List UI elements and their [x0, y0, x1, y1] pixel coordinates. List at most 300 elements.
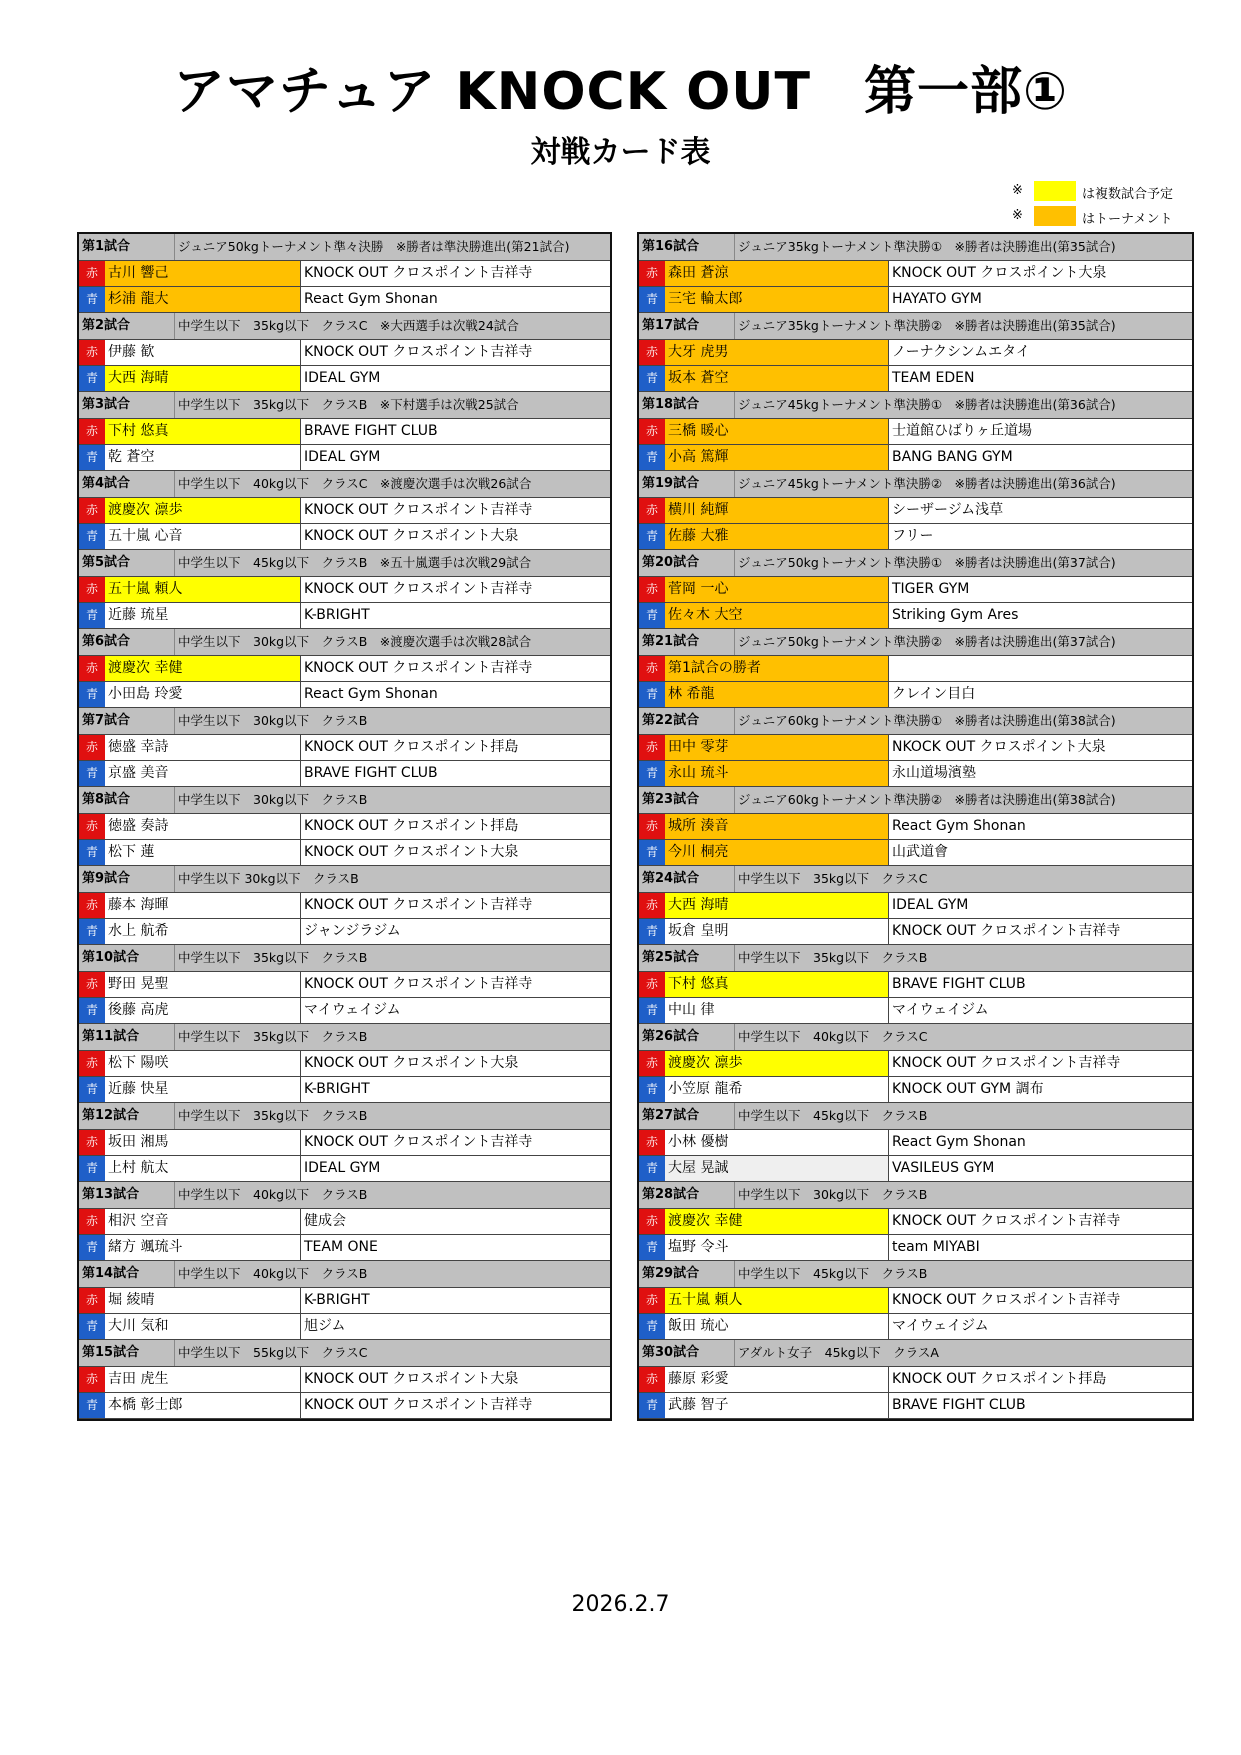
red-corner-label: 赤 [639, 1288, 665, 1313]
red-corner-row [79, 498, 610, 524]
red-corner-label: 赤 [79, 735, 105, 760]
match-block [639, 471, 1192, 550]
blue-corner-row [639, 1235, 1192, 1261]
match-header [639, 708, 1192, 735]
red-corner-label: 赤 [79, 577, 105, 602]
match-description: 中学生以下 40kg以下 クラスB [174, 1182, 367, 1208]
match-description: ジュニア50kgトーナメント準々決勝 ※勝者は準決勝進出(第21試合) [174, 234, 569, 260]
match-header [79, 471, 610, 498]
red-corner-label: 赤 [79, 1288, 105, 1313]
fighter-gym: BRAVE FIGHT CLUB [892, 1397, 1026, 1413]
red-corner-label: 赤 [79, 1130, 105, 1155]
match-description: アダルト女子 45kg以下 クラスA [734, 1340, 939, 1366]
fighter-gym: BRAVE FIGHT CLUB [892, 976, 1026, 992]
fighter-gym: K-BRIGHT [304, 1292, 370, 1308]
legend-mark: ※ [1012, 208, 1023, 223]
fighter-name: 大牙 虎男 [665, 340, 889, 365]
match-number: 第26試合 [642, 1029, 700, 1044]
blue-corner-label: 青 [639, 1156, 665, 1181]
red-corner-row [79, 261, 610, 287]
red-corner-row [79, 1130, 610, 1156]
match-number: 第19試合 [642, 476, 700, 491]
match-number: 第29試合 [642, 1266, 700, 1281]
match-description: 中学生以下 30kg以下 クラスB ※渡慶次選手は次戦28試合 [174, 629, 531, 655]
blue-corner-label: 青 [639, 682, 665, 707]
match-block [639, 1261, 1192, 1340]
blue-corner-label: 青 [639, 1077, 665, 1102]
match-description: 中学生以下 30kg以下 クラスB [174, 708, 367, 734]
match-block [79, 1261, 610, 1340]
match-description: 中学生以下 40kg以下 クラスC [734, 1024, 927, 1050]
blue-corner-row [79, 919, 610, 945]
fighter-name: 大川 気和 [105, 1314, 301, 1339]
match-header [79, 234, 610, 261]
match-description: ジュニア60kgトーナメント準決勝① ※勝者は決勝進出(第38試合) [734, 708, 1116, 734]
match-number: 第30試合 [642, 1345, 700, 1360]
match-description: 中学生以下 35kg以下 クラスB [174, 1024, 367, 1050]
fighter-gym: KNOCK OUT クロスポイント吉祥寺 [304, 660, 533, 676]
match-block [639, 234, 1192, 313]
fighter-gym: KNOCK OUT クロスポイント拝島 [304, 739, 519, 755]
fighter-name: 下村 悠真 [665, 972, 889, 997]
fighter-name: 吉田 虎生 [105, 1367, 301, 1392]
fighter-name: 小笠原 龍希 [665, 1077, 889, 1102]
match-description: 中学生以下 30kg以下 クラスB [734, 1182, 927, 1208]
blue-corner-row [639, 682, 1192, 708]
fighter-name: 渡慶次 凛歩 [105, 498, 301, 523]
match-description: 中学生以下 35kg以下 クラスC ※大西選手は次戦24試合 [174, 313, 519, 339]
fighter-name: 本橋 彰士郎 [105, 1393, 301, 1418]
match-number: 第2試合 [82, 318, 131, 333]
match-block [639, 708, 1192, 787]
page-subtitle: 対戦カード表 [530, 135, 711, 170]
match-block [79, 313, 610, 392]
match-number: 第24試合 [642, 871, 700, 886]
red-corner-row [79, 419, 610, 445]
red-corner-row [639, 1367, 1192, 1393]
match-header [79, 866, 610, 893]
blue-corner-row [79, 524, 610, 550]
match-number: 第9試合 [82, 871, 131, 886]
fighter-name: 野田 晃聖 [105, 972, 301, 997]
match-description: 中学生以下 30kg以下 クラスB [174, 866, 359, 892]
blue-corner-label: 青 [639, 1393, 665, 1418]
match-block [639, 866, 1192, 945]
fighter-name: 大西 海晴 [105, 366, 301, 391]
fighter-gym: KNOCK OUT クロスポイント拝島 [304, 818, 519, 834]
blue-corner-row [639, 998, 1192, 1024]
red-corner-row [79, 656, 610, 682]
red-corner-label: 赤 [639, 814, 665, 839]
blue-corner-row [79, 840, 610, 866]
fighter-name: 近藤 琉星 [105, 603, 301, 628]
fighter-name: 松下 陽咲 [105, 1051, 301, 1076]
fighter-gym: クレイン目白 [892, 686, 976, 702]
blue-corner-row [79, 1077, 610, 1103]
blue-corner-row [639, 445, 1192, 471]
fighter-gym: IDEAL GYM [304, 449, 381, 465]
match-block [79, 234, 610, 313]
match-description: 中学生以下 30kg以下 クラスB [174, 787, 367, 813]
legend-text: は複数試合予定 [1082, 187, 1174, 202]
match-block [79, 945, 610, 1024]
fighter-gym: マイウェイジム [892, 1002, 989, 1018]
match-header [639, 471, 1192, 498]
match-number: 第16試合 [642, 239, 700, 254]
fighter-gym: BRAVE FIGHT CLUB [304, 423, 438, 439]
fighter-gym: IDEAL GYM [304, 1160, 381, 1176]
legend-mark: ※ [1012, 183, 1023, 198]
fighter-gym: KNOCK OUT クロスポイント吉祥寺 [304, 976, 533, 992]
fighter-name: 下村 悠真 [105, 419, 301, 444]
red-corner-label: 赤 [79, 498, 105, 523]
fighter-gym: React Gym Shonan [892, 1134, 1026, 1150]
blue-corner-row [79, 998, 610, 1024]
fighter-gym: KNOCK OUT クロスポイント吉祥寺 [304, 581, 533, 597]
match-description: ジュニア50kgトーナメント準決勝② ※勝者は決勝進出(第37試合) [734, 629, 1116, 655]
fighter-name: 坂倉 皇明 [665, 919, 889, 944]
match-description: 中学生以下 40kg以下 クラスC ※渡慶次選手は次戦26試合 [174, 471, 531, 497]
red-corner-row [639, 1051, 1192, 1077]
match-description: ジュニア35kgトーナメント準決勝① ※勝者は決勝進出(第35試合) [734, 234, 1116, 260]
fighter-name: 相沢 空音 [105, 1209, 301, 1234]
blue-corner-label: 青 [79, 1235, 105, 1260]
match-block [639, 1340, 1192, 1419]
blue-corner-row [639, 1314, 1192, 1340]
blue-corner-row [639, 840, 1192, 866]
red-corner-row [639, 577, 1192, 603]
red-corner-row [79, 1367, 610, 1393]
fighter-gym: team MIYABI [892, 1239, 980, 1255]
fighter-gym: KNOCK OUT クロスポイント大泉 [304, 528, 519, 544]
match-block [79, 471, 610, 550]
fighter-gym: 旭ジム [304, 1318, 346, 1334]
match-header [79, 550, 610, 577]
red-corner-row [79, 577, 610, 603]
blue-corner-label: 青 [79, 1077, 105, 1102]
blue-corner-label: 青 [639, 524, 665, 549]
match-header [79, 629, 610, 656]
match-description: ジュニア45kgトーナメント準決勝② ※勝者は決勝進出(第36試合) [734, 471, 1116, 497]
fighter-name: 上村 航太 [105, 1156, 301, 1181]
fighter-name: 五十嵐 心音 [105, 524, 301, 549]
fighter-name: 徳盛 奏詩 [105, 814, 301, 839]
blue-corner-label: 青 [79, 1393, 105, 1418]
match-description: ジュニア35kgトーナメント準決勝② ※勝者は決勝進出(第35試合) [734, 313, 1116, 339]
match-number: 第15試合 [82, 1345, 140, 1360]
fighter-name: 杉浦 龍大 [105, 287, 301, 312]
blue-corner-label: 青 [79, 524, 105, 549]
fighter-name: 京盛 美音 [105, 761, 301, 786]
fighter-gym: BRAVE FIGHT CLUB [304, 765, 438, 781]
red-corner-label: 赤 [639, 577, 665, 602]
match-block [639, 1024, 1192, 1103]
red-corner-label: 赤 [639, 419, 665, 444]
fighter-gym: React Gym Shonan [892, 818, 1026, 834]
match-header [639, 313, 1192, 340]
blue-corner-row [639, 603, 1192, 629]
match-description: 中学生以下 35kg以下 クラスB [734, 945, 927, 971]
red-corner-row [639, 1130, 1192, 1156]
fighter-gym: ノーナクシンムエタイ [892, 344, 1030, 360]
match-description: 中学生以下 45kg以下 クラスB [734, 1261, 927, 1287]
fighter-gym: VASILEUS GYM [892, 1160, 995, 1176]
match-table-right [637, 232, 1194, 1421]
match-number: 第18試合 [642, 397, 700, 412]
match-table-left [77, 232, 612, 1421]
fighter-gym: 山武道會 [892, 844, 948, 860]
fighter-name: 林 希龍 [665, 682, 889, 707]
match-number: 第25試合 [642, 950, 700, 965]
fighter-name: 大西 海晴 [665, 893, 889, 918]
match-header [79, 392, 610, 419]
match-block [639, 1103, 1192, 1182]
fighter-gym: IDEAL GYM [892, 897, 969, 913]
match-number: 第17試合 [642, 318, 700, 333]
blue-corner-label: 青 [639, 603, 665, 628]
red-corner-row [639, 1209, 1192, 1235]
match-description: 中学生以下 40kg以下 クラスB [174, 1261, 367, 1287]
blue-corner-label: 青 [639, 287, 665, 312]
red-corner-label: 赤 [639, 656, 665, 681]
match-number: 第13試合 [82, 1187, 140, 1202]
red-corner-row [79, 735, 610, 761]
red-corner-row [79, 1051, 610, 1077]
fighter-name: 佐藤 大雅 [665, 524, 889, 549]
match-description: ジュニア45kgトーナメント準決勝① ※勝者は決勝進出(第36試合) [734, 392, 1116, 418]
fighter-name: 伊藤 歓 [105, 340, 301, 365]
fighter-gym: KNOCK OUT GYM 調布 [892, 1081, 1044, 1097]
blue-corner-label: 青 [639, 445, 665, 470]
match-number: 第23試合 [642, 792, 700, 807]
red-corner-row [639, 972, 1192, 998]
fighter-gym: KNOCK OUT クロスポイント吉祥寺 [892, 1055, 1121, 1071]
match-number: 第20試合 [642, 555, 700, 570]
blue-corner-row [79, 682, 610, 708]
match-header [79, 1182, 610, 1209]
match-block [79, 787, 610, 866]
match-number: 第11試合 [82, 1029, 140, 1044]
fighter-name: 水上 航希 [105, 919, 301, 944]
fighter-name: 五十嵐 頼人 [665, 1288, 889, 1313]
blue-corner-row [639, 1393, 1192, 1419]
blue-corner-row [79, 1235, 610, 1261]
match-number: 第8試合 [82, 792, 131, 807]
red-corner-label: 赤 [639, 972, 665, 997]
legend-swatch-yellow [1034, 181, 1076, 201]
match-header [639, 550, 1192, 577]
blue-corner-row [639, 524, 1192, 550]
fighter-gym: KNOCK OUT クロスポイント吉祥寺 [892, 1292, 1121, 1308]
fighter-gym: React Gym Shonan [304, 686, 438, 702]
blue-corner-label: 青 [79, 761, 105, 786]
fighter-name: 菅岡 一心 [665, 577, 889, 602]
fighter-name: 田中 零芽 [665, 735, 889, 760]
blue-corner-label: 青 [79, 919, 105, 944]
blue-corner-row [639, 287, 1192, 313]
blue-corner-label: 青 [639, 840, 665, 865]
fighter-name: 坂田 湘馬 [105, 1130, 301, 1155]
fighter-name: 永山 琉斗 [665, 761, 889, 786]
red-corner-row [639, 656, 1192, 682]
red-corner-label: 赤 [79, 419, 105, 444]
fighter-name: 渡慶次 幸健 [105, 656, 301, 681]
fighter-name: 坂本 蒼空 [665, 366, 889, 391]
match-number: 第27試合 [642, 1108, 700, 1123]
fighter-gym: 健成会 [304, 1213, 346, 1229]
match-block [639, 392, 1192, 471]
fighter-gym: KNOCK OUT クロスポイント吉祥寺 [304, 344, 533, 360]
match-description: 中学生以下 55kg以下 クラスC [174, 1340, 367, 1366]
match-block [79, 866, 610, 945]
red-corner-row [639, 419, 1192, 445]
red-corner-label: 赤 [79, 893, 105, 918]
fighter-name: 藤原 彩愛 [665, 1367, 889, 1392]
match-number: 第22試合 [642, 713, 700, 728]
match-block [639, 945, 1192, 1024]
red-corner-label: 赤 [79, 972, 105, 997]
blue-corner-row [79, 1393, 610, 1419]
red-corner-label: 赤 [79, 1209, 105, 1234]
match-description: ジュニア50kgトーナメント準決勝① ※勝者は決勝進出(第37試合) [734, 550, 1116, 576]
fighter-gym: マイウェイジム [892, 1318, 989, 1334]
blue-corner-row [639, 1156, 1192, 1182]
red-corner-label: 赤 [639, 1051, 665, 1076]
fighter-gym: KNOCK OUT クロスポイント大泉 [892, 265, 1107, 281]
fighter-gym: KNOCK OUT クロスポイント大泉 [304, 1371, 519, 1387]
match-header [639, 945, 1192, 972]
red-corner-row [639, 814, 1192, 840]
match-header [79, 1261, 610, 1288]
fighter-name: 飯田 琉心 [665, 1314, 889, 1339]
blue-corner-row [639, 1077, 1192, 1103]
red-corner-row [79, 1288, 610, 1314]
fighter-name: 堀 綾晴 [105, 1288, 301, 1313]
red-corner-row [79, 814, 610, 840]
match-block [639, 1182, 1192, 1261]
match-number: 第14試合 [82, 1266, 140, 1281]
red-corner-row [639, 261, 1192, 287]
red-corner-label: 赤 [79, 1051, 105, 1076]
fighter-gym: K-BRIGHT [304, 607, 370, 623]
match-block [639, 787, 1192, 866]
fighter-name: 中山 律 [665, 998, 889, 1023]
match-description: 中学生以下 45kg以下 クラスB ※五十嵐選手は次戦29試合 [174, 550, 531, 576]
fighter-gym: TEAM ONE [304, 1239, 378, 1255]
red-corner-row [639, 735, 1192, 761]
fighter-name: 徳盛 幸詩 [105, 735, 301, 760]
match-number: 第28試合 [642, 1187, 700, 1202]
match-block [79, 708, 610, 787]
blue-corner-row [639, 919, 1192, 945]
event-date: 2026.2.7 [571, 1592, 670, 1617]
match-description: 中学生以下 35kg以下 クラスB ※下村選手は次戦25試合 [174, 392, 519, 418]
match-block [639, 550, 1192, 629]
blue-corner-row [79, 287, 610, 313]
fighter-name: 小林 優樹 [665, 1130, 889, 1155]
fighter-gym: ジャンジラジム [304, 923, 401, 939]
blue-corner-label: 青 [639, 366, 665, 391]
match-block [639, 313, 1192, 392]
match-header [79, 1103, 610, 1130]
fighter-gym: KNOCK OUT クロスポイント吉祥寺 [892, 923, 1121, 939]
match-header [639, 629, 1192, 656]
red-corner-row [79, 1209, 610, 1235]
blue-corner-row [79, 603, 610, 629]
match-header [639, 866, 1192, 893]
match-block [639, 629, 1192, 708]
fighter-name: 小高 篤輝 [665, 445, 889, 470]
fighter-gym: IDEAL GYM [304, 370, 381, 386]
fighter-name: 渡慶次 凛歩 [665, 1051, 889, 1076]
red-corner-row [639, 498, 1192, 524]
blue-corner-label: 青 [79, 445, 105, 470]
fighter-name: 三橋 暖心 [665, 419, 889, 444]
match-block [79, 1024, 610, 1103]
match-number: 第21試合 [642, 634, 700, 649]
fighter-gym: シーザージム浅草 [892, 502, 1004, 518]
match-header [639, 1182, 1192, 1209]
red-corner-label: 赤 [639, 1130, 665, 1155]
match-header [639, 787, 1192, 814]
red-corner-label: 赤 [639, 735, 665, 760]
match-block [79, 1340, 610, 1419]
fighter-name: 小田島 玲愛 [105, 682, 301, 707]
red-corner-label: 赤 [639, 498, 665, 523]
fighter-name: 城所 湊音 [665, 814, 889, 839]
fighter-gym: TIGER GYM [892, 581, 970, 597]
match-header [79, 1024, 610, 1051]
match-description: 中学生以下 35kg以下 クラスB [174, 945, 367, 971]
fighter-name: 第1試合の勝者 [665, 656, 889, 681]
blue-corner-label: 青 [639, 919, 665, 944]
legend-swatch-orange [1034, 206, 1076, 226]
blue-corner-row [79, 1314, 610, 1340]
fighter-name: 森田 蒼涼 [665, 261, 889, 286]
match-header [639, 234, 1192, 261]
fighter-name: 今川 桐亮 [665, 840, 889, 865]
fighter-name: 五十嵐 頼人 [105, 577, 301, 602]
match-header [79, 1340, 610, 1367]
fighter-gym: TEAM EDEN [892, 370, 975, 386]
fighter-name: 後藤 高虎 [105, 998, 301, 1023]
red-corner-row [639, 340, 1192, 366]
blue-corner-label: 青 [79, 366, 105, 391]
blue-corner-label: 青 [79, 682, 105, 707]
match-block [79, 550, 610, 629]
blue-corner-label: 青 [79, 840, 105, 865]
fighter-name: 大屋 晃誠 [665, 1156, 889, 1181]
red-corner-label: 赤 [79, 656, 105, 681]
red-corner-row [639, 1288, 1192, 1314]
match-description: 中学生以下 45kg以下 クラスB [734, 1103, 927, 1129]
red-corner-row [79, 893, 610, 919]
fighter-name: 横川 純輝 [665, 498, 889, 523]
red-corner-row [639, 893, 1192, 919]
fighter-gym: KNOCK OUT クロスポイント吉祥寺 [892, 1213, 1121, 1229]
blue-corner-row [79, 1156, 610, 1182]
fighter-gym: K-BRIGHT [304, 1081, 370, 1097]
fighter-gym: NKOCK OUT クロスポイント大泉 [892, 739, 1106, 755]
match-number: 第10試合 [82, 950, 140, 965]
match-number: 第12試合 [82, 1108, 140, 1123]
match-header [639, 392, 1192, 419]
red-corner-label: 赤 [639, 893, 665, 918]
blue-corner-label: 青 [639, 761, 665, 786]
match-description: ジュニア60kgトーナメント準決勝② ※勝者は決勝進出(第38試合) [734, 787, 1116, 813]
fighter-gym: KNOCK OUT クロスポイント吉祥寺 [304, 1134, 533, 1150]
match-number: 第3試合 [82, 397, 131, 412]
